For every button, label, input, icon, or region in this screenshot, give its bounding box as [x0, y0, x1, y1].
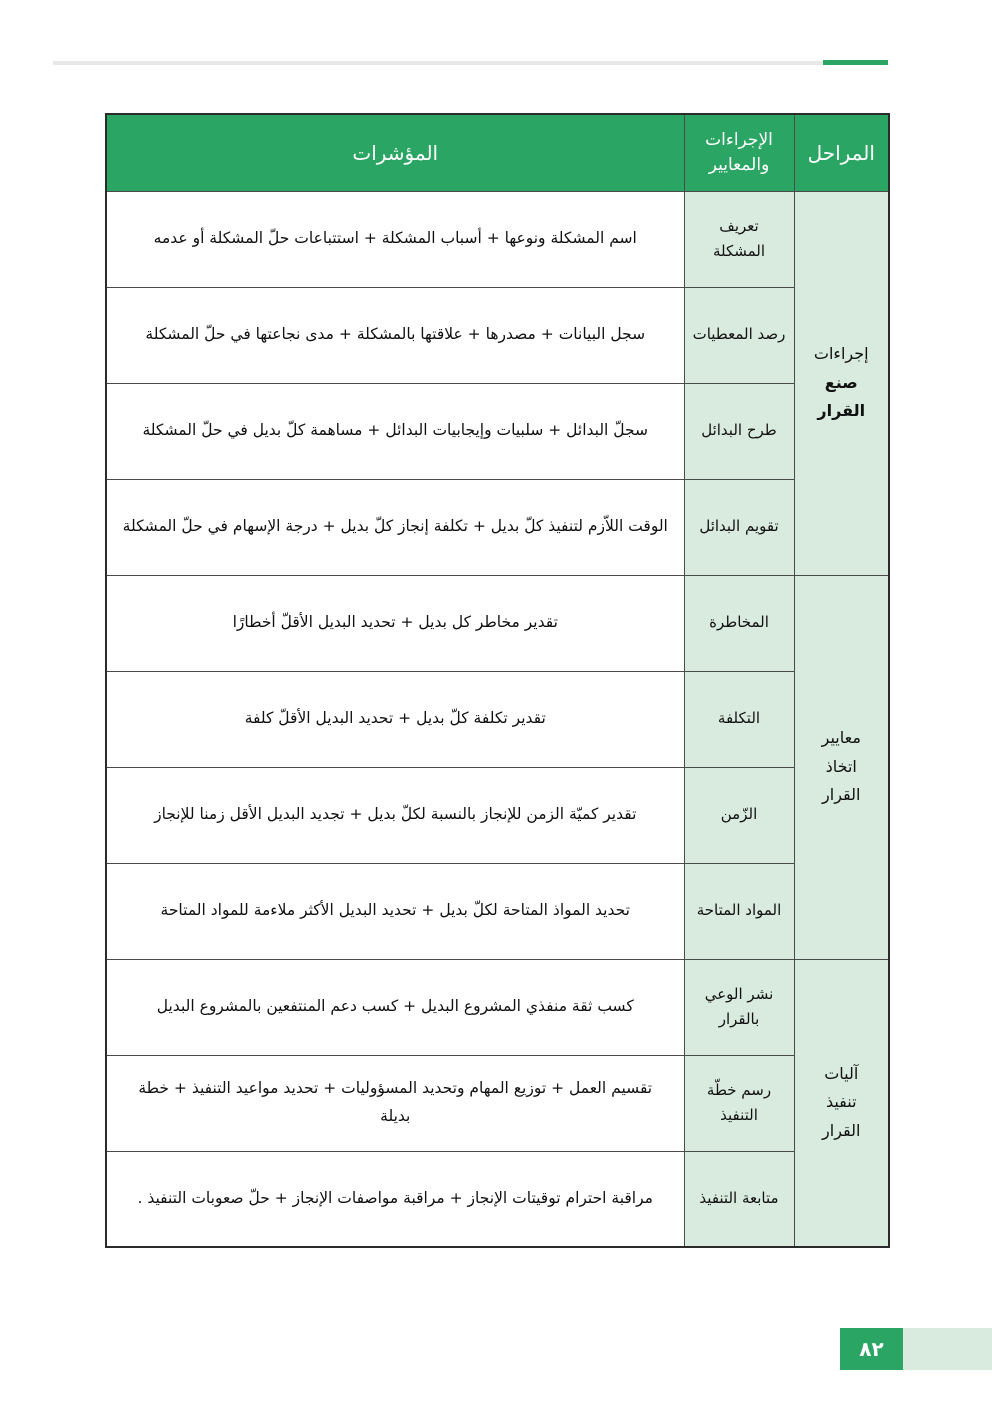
header-stages: المراحل [794, 114, 889, 191]
procedure-cell: التكلفة [684, 671, 794, 767]
table-row [106, 287, 889, 383]
procedure-cell: تقويم البدائل [684, 479, 794, 575]
procedure-cell: المواد المتاحة [684, 863, 794, 959]
indicator-cell: سجلّ البدائل + سلبيات وإيجابيات البدائل + مساهمة كلّ بديل في حلّ المشكلة [106, 383, 684, 479]
stage-line: معايير [821, 727, 861, 747]
indicator-cell: سجل البيانات + مصدرها + علاقتها بالمشكلة + مدى نجاعتها في حلّ المشكلة [106, 287, 684, 383]
stage-line: آليات [824, 1063, 859, 1083]
indicator-cell: الوقت اللاّزم لتنفيذ كلّ بديل + تكلفة إنجاز كلّ بديل + درجة الإسهام في حلّ المشكلة [106, 479, 684, 575]
procedure-cell: المخاطرة [684, 575, 794, 671]
stage-cell-decision-criteria [794, 575, 889, 959]
stage-line: اتخاذ [825, 756, 857, 776]
page-number-badge: ٨٢ [840, 1328, 903, 1370]
table-row [106, 383, 889, 479]
procedure-cell: الزّمن [684, 767, 794, 863]
indicator-cell: تحديد المواذ المتاحة لكلّ بديل + تحديد البديل الأكثر ملاءمة للمواد المتاحة [106, 863, 684, 959]
procedure-cell: طرح البدائل [684, 383, 794, 479]
indicator-cell: مراقبة احترام توقيتات الإنجاز + مراقبة مواصفات الإنجاز + حلّ صعوبات التنفيذ . [106, 1151, 684, 1247]
table-header-row [106, 114, 889, 191]
table-row [106, 479, 889, 575]
procedure-cell: متابعة التنفيذ [684, 1151, 794, 1247]
indicator-cell: كسب ثقة منفذي المشروع البديل + كسب دعم المنتفعين بالمشروع البديل [106, 959, 684, 1055]
table-row [106, 863, 889, 959]
top-divider-line [53, 61, 888, 65]
indicator-cell: تقسيم العمل + توزيع المهام وتحديد المسؤوليات + تحديد مواعيد التنفيذ + خطة بديلة [106, 1055, 684, 1151]
indicator-cell: تقدير تكلفة كلّ بديل + تحديد البديل الأقلّ كلفة [106, 671, 684, 767]
decision-stages-table [105, 113, 890, 1248]
top-divider-accent [823, 60, 888, 65]
table-row [106, 575, 889, 671]
indicator-cell: تقدير مخاطر كل بديل + تحديد البديل الأقلّ أخطارًا [106, 575, 684, 671]
table-row [106, 767, 889, 863]
stage-cell-implementation-mechanisms [794, 959, 889, 1247]
table-row [106, 671, 889, 767]
stage-line: إجراءات [813, 343, 869, 363]
header-indicators: المؤشرات [106, 114, 684, 191]
table-row [106, 1151, 889, 1247]
indicator-cell: تقدير كميّة الزمن للإنجاز بالنسبة لكلّ بديل + تجديد البديل الأقل زمنا للإنجاز [106, 767, 684, 863]
stage-line: صنع [824, 372, 858, 392]
stage-line: القرار [822, 785, 861, 805]
procedure-cell: رصد المعطيات [684, 287, 794, 383]
table-row [106, 1055, 889, 1151]
table-row [106, 959, 889, 1055]
stage-line: القرار [817, 401, 866, 421]
procedure-cell: رسم خطّة التنفيذ [684, 1055, 794, 1151]
page-number-band [903, 1328, 992, 1370]
stage-cell-decision-procedures [794, 191, 889, 575]
stage-line: تنفيذ [825, 1092, 857, 1112]
stage-line: القرار [822, 1121, 861, 1141]
procedure-cell: نشر الوعي بالقرار [684, 959, 794, 1055]
table-row [106, 191, 889, 287]
header-procedures: الإجراءات والمعايير [684, 114, 794, 191]
procedure-cell: تعريف المشكلة [684, 191, 794, 287]
indicator-cell: اسم المشكلة ونوعها + أسباب المشكلة + استتباعات حلّ المشكلة أو عدمه [106, 191, 684, 287]
